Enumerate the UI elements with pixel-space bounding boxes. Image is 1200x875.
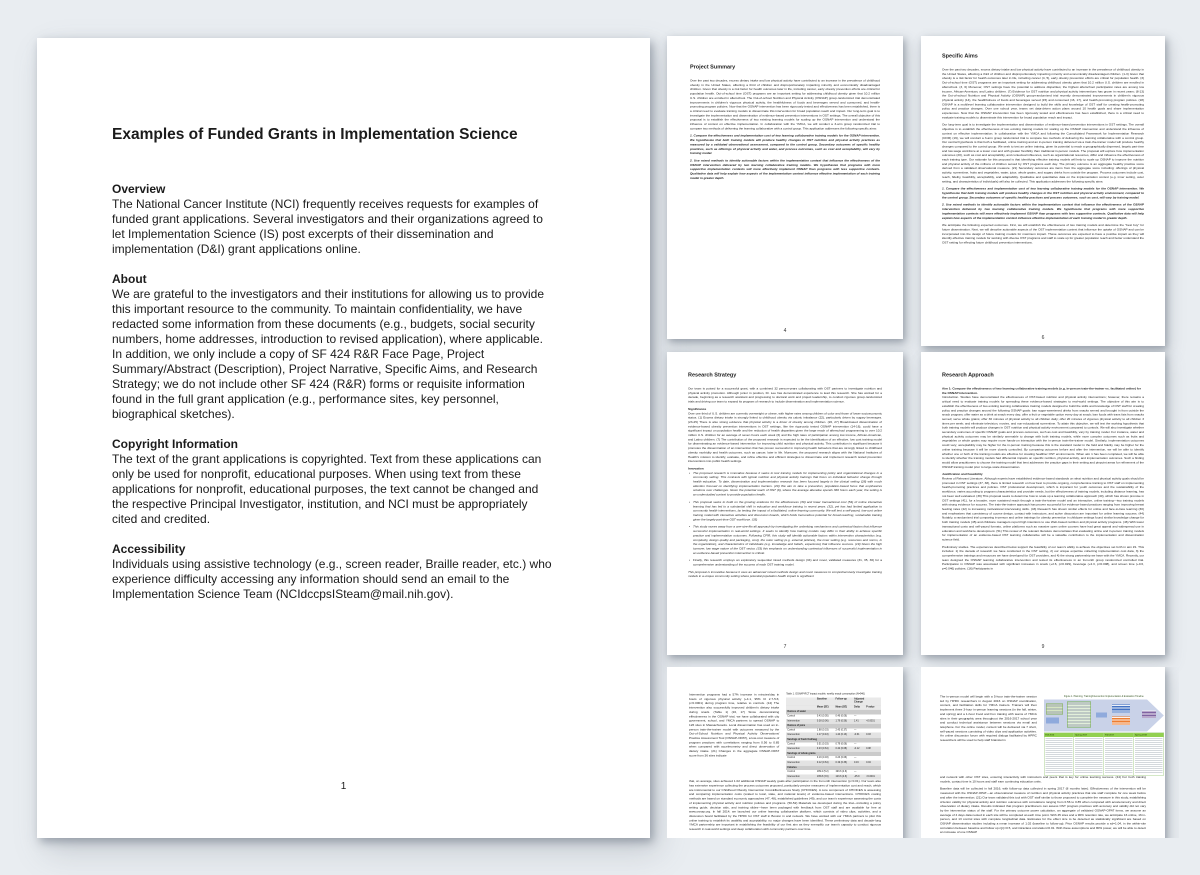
thumbnail-page-research-strategy[interactable] (667, 352, 903, 655)
section-overview (112, 182, 552, 257)
section-accessibility (112, 542, 552, 602)
bullet-item: • Finally, this research employs an exploratory sequential mixed methods design (34) and novel, validated measures (31, 35, 36) for a comprehensive understanding of the success of each OST training model. (688, 559, 882, 568)
figure-box-blue (1112, 705, 1130, 714)
page-number: 1 (340, 781, 347, 792)
thumbnail-page-project-summary[interactable] (667, 36, 903, 339)
paragraph: Over the past two decades, excess dietary intake and low physical activity have contributed to an increase in the prevalence of childhood obesity in the United States, affecting a third of children and disproportionately impacting minority and economically disadvantaged children. Given that obesity is a risk factor for health outcomes later in life, including cancer, early obesity prevention efforts are critical for population health. Out-of-school time (OST) programs are an important setting for addressing childhood obesity given that 10.2 million U.S. children are enrolled in afterschool. The Out-of-school Nutrition and Physical Activity (OSNAP) group-randomized trial demonstrated improvements in children's vigorous physical activity, the healthfulness of foods and beverages served and consumed, and health- promoting program policies. Now that the OSNAP intervention has been rigorously tested and effectiveness has been established, there is a critical need to evaluate training models to disseminate this intervention for broad population reach and impact. Our long-term goal is to investigate the implementation and dissemination of evidence-based prevention interventions in OST settings. The overall objective of this proposal is to establish the effectiveness of two existing learning models for scaling up the OSNAP intervention and understand the influence of context on effective implementation. In collaboration with the YMCA, we will conduct a 3-arm group randomized trial to compare two methods of delivering the learning collaborative with a control group. This application addresses the following specific aims: (690, 79, 880, 131)
aim-1: 1. Compare the effectiveness and implementation cost of two learning collaborative training models for the OSNAP intervention. We hypothesize that both training models will produce healthy changes in the OST nutrition and physical activity environment, compared to the control group. Secondary outcomes of specific healthy practices and process outcomes, such as cost, will vary by training model. (942, 187, 1144, 200)
subheading-innovation: Innovation (688, 466, 704, 471)
timeline-column-text (1045, 738, 1072, 774)
aim-2: 2. Use mixed methods to identify actionable factors within the implementation context that influence the effectiveness of the OSNAP intervention delivered by two learning collaborative training models. We hypothesize that programs with more supportive implementation contexts will more effectively implement OSNAP than programs with less supportive contexts. Qualitative data will help explain how aspects of the implementation context influence effective implementation of each training model in greater depth. (942, 203, 1144, 220)
thumb-heading: Specific Aims (942, 53, 978, 59)
thumbnail-clip-region (667, 667, 919, 838)
timeline-column (1044, 733, 1074, 775)
figure-box-blue-small (1046, 718, 1059, 724)
timeline-column-header: Fall 2016 (1044, 733, 1073, 737)
subheading-justification: Justification and Feasibility (942, 472, 983, 477)
timeline-column-text (1105, 738, 1132, 774)
section-heading: Copyright Information (112, 437, 238, 451)
section-about (112, 272, 552, 422)
page-number: 4 (783, 328, 787, 334)
thumbnail-page-specific-aims[interactable] (921, 36, 1165, 346)
thumbnail-page-research-approach[interactable] (921, 352, 1165, 655)
paragraph: Over one third of U.S. children are currently overweight or obese, with higher rates among children of color and those of lower socioeconomic status. (1) Excess dietary intake is strongly linked to childhood obesity via caloric imbalance (22), particularly driven by sugary beverages. (23-25) There is also strong evidence that physical activity is a driver of obesity among children. (26, 27) Broad-based dissemination of evidence-based obesity prevention interventions in OST settings, like the rigorously tested OSNAP intervention (14-16), could have a significant impact on population health and the reduction of health disparities given the large reach of afterschool programming to over 10.2 million U.S. children for an average of seven hours each week (6) and the high rates of participation among low income, African-American, and Latino children. (7) The contribution of the proposed research is expected to be the identification of an effective, low cost training model for disseminating an evidence-based intervention for improving child nutrition and physical activity. This contribution is significant because it promotes the dissemination of an intervention that has proven successful in improving health behaviors that are strongly linked to childhood obesity morbidity and health outcomes, such as cancer, later in life. Moreover, the proposed research aligns with the National Institutes of Health's mission to identify, evaluate, and refine effective and efficient strategies to disseminate and implement research tested prevention interventions into public health settings. (688, 411, 882, 464)
closing-statement: This proposal is innovative because it uses an advanced mixed methods design and novel measures to comprehensively investigate training models in a unique community setting where potential population health impact is significant (688, 570, 882, 579)
main-page-content (112, 126, 552, 617)
left-text-column (689, 693, 779, 780)
section-heading: Accessibility (112, 542, 186, 556)
subheading-significance: Significance (688, 407, 707, 411)
thumb-heading: Research Approach (942, 372, 994, 378)
bullet-item: • This proposal seeks to build on the growing evidence for the effectiveness (30) and lower transactional cost (54) of online interactive learning that has led to a substantial shift in education and workforce training in recent years. (32), yet has had limited application to community health interventions, by testing the impact of a facilitated, online learning community. We will test a self-paced, low-cost online training model with interactive activities and discussion boards, which holds tremendous potential for broad reaching, sustainable training given the largely part-time OST workforce. (33) (688, 500, 882, 522)
timeline-column-text (1135, 738, 1162, 774)
thumb-heading: Project Summary (690, 64, 736, 70)
timeline-column-header: Spring 2017 (1074, 733, 1103, 737)
page-title: Examples of Funded Grants in Implementation Science (112, 126, 518, 143)
paragraph: Over the past two decades, excess dietary intake and low physical activity have contributed to an increase in the prevalence of childhood obesity in the United States, affecting a third of children and disproportionately impacting minority and economically disadvantaged children. (1-3) Given that obesity is a risk factor for health outcomes later in life, including cancer (4, 5), early obesity prevention efforts are critical for population health. (3) Out-of-school time (OST) programs are an important setting for addressing childhood obesity given that 10.2 million U.S. children are enrolled in afterschool. (3, 6) Moreover, OST settings have the potential to address disparities; the highest afterschool participation rates are among low income, African-American, and Latino children. (7) Evidence for OST nutrition and physical activity interventions has grown in recent years; (8-13) the Out-of-school Nutrition and Physical Activity (OSNAP) group-randomized trial recently demonstrated improvements in children's vigorous physical activity (14), the healthfulness of foods and beverages served (15) and consumed (16, 17), and health-promoting program policies. (18) OSNAP is a multilevel learning collaborative intervention designed to build the skills and knowledge of OST staff for creating health-promoting policy and practice changes. Over one school year, teams set data-driven action plans around 10 health goals and share implementation experiences. Now that the OSNAP intervention has been rigorously tested and effectiveness has been established, there is a critical need to evaluate training models to disseminate this intervention for broad population reach and impact. (942, 68, 1144, 120)
aim-2: 2. Use mixed methods to identify actionable factors within the implementation context that influence the effectiveness of the OSNAP intervention delivered by two learning collaborative training models. We hypothesize that programs with more supportive implementation contexts will more effectively implement OSNAP than programs with less supportive contexts. Qualitative data will help explain how aspects of the implementation context influence effective implementation of each training model in greater depth. (690, 158, 880, 180)
figure-caption: Figure 1. Planning, Training/Intervention Implementation & Evaluation Timeline (1063, 695, 1144, 698)
paragraph-preliminary: Preliminary studies. The experiences described below support the feasibility of our team's ability to achieve the objectives set forth in aim #1. This includes: 1) the decade of research we have conducted in the OST setting, 2) our unique expertise collecting implementation cost data, 3) the comprehensive trainings and resources we have developed for OST providers, and 4) the strong partnership we have with the YMCA. Recently, our team designed the OSNAP learning collaborative intervention and tested its effectiveness in an 9-month group randomized controlled trial. Participation in OSNAP was associated with significant increases in snack (+2.6, p=0.029), beverage (+2.3, p=0.008), and screen time (+0.6, p=0.046) policies. (16) Participants in (942, 545, 1144, 571)
timeline-column (1074, 733, 1104, 775)
thumbnail-page-preliminary-data[interactable] (667, 667, 903, 838)
paragraph: Review of Relevant Literature. Although experts have established evidence-based standards on what nutrition and physical activity goals should be promoted in OST settings (37, 38), there is limited research on how best to provide ongoing, comprehensive training to OST staff on implementing health-promoting practices and policies. OST professional development, which is important for youth outcomes and the sustainability of the workforce, varies according to program characteristics and provider needs, but the effectiveness of training models, including distance learning, has not been well evaluated. (39) This proposal seeks to determine how to scale up a learning collaborative approach (40), which has shown promise in OST settings (41), for a broader, more sustained reach through a train-the-trainer model and an interactive, online training—two training models with strong evidence for success. The train-the-trainer approach has proven successful for evidence-based practices ranging from improving breast feeding rates (42) to increasing motivational interviewing skills. (43) Research has shown similar effects for online and face-to-face learning (30) and emphasizes that consistency of course design, contact with instructors, and active discussion are important for online learning success. (44) Notably, a randomized trial comparing in-person and online trainings for obesity prevention in childcare settings found similar knowledge change for both training models (45) and childcare managers report high intentions to use Web-based nutrition and physical activity programs. (46) With lower transactional costs and self-paced formats, online platforms such as massive open online courses have had great appeal and widespread use in education and workforce development. (51) This review of the relevant literature demonstrates that evaluating online and in-person training models for implementation of an evidence-based OST learning collaborative will be a valuable contribution to the implementation and dissemination science field. (942, 477, 1144, 542)
page-number: 9 (1041, 644, 1045, 650)
thumbnail-page-timeline[interactable] (921, 667, 1165, 838)
paragraph: Introduction. Studies have demonstrated the effectiveness of OST-based nutrition and physical activity interventions; however, there remains a critical need to evaluate training models for spreading these evidence-based strategies to real-world settings. The objective of this aim is to establish the effectiveness of two existing learning collaborative training models designed to build the skills and knowledge of OST staff for creating policy and practice changes around the following OSNAP goals: ban sugar-sweetened drinks from snacks served and brought in from outside the snack program; offer water as a drink at snack every day; offer a fruit or vegetable option every day at snack; ban foods with trans fats from snacks served; serve whole grains; offer 30 minutes of physical activity to all children daily; offer 20 minutes of vigorous physical activity to all children 3 times per week; and eliminate television, movies, and non-educational screentime. To attain this objective, we will test the working hypothesis that both training models will produce changes in OST nutrition and physical activity environment compared to controls. We will also investigate whether secondary outcomes of specific OSNAP goals and process outcomes, such as cost and feasibility, vary by training model. For instance, water and physical activity outcomes may be similarly amenable to change with both training models, while more complex outcomes such as fruits and vegetables or whole grains may require more hands-on interaction with the in-person train-the-trainer model. Similarly, implementation outcomes could vary; acceptability may be higher for the in-person training because this is the standard model in the field and fidelity may be higher for the online training because it will be more closely controlled. By comparing outcomes before and after the intervention, we will be able to identify whether one or both of the training models are effective for creating healthier OST environments. When aim 1 has been completed, we will be able to identify whether the training models had differential impacts on specific nutrition, physical activity, and implementation outcomes. Such a finding would allow practitioners to choose the training model that best addresses the practice gaps in their setting and pinpoint areas for refinement of the OSNAP training model prior to large-scale dissemination. (942, 395, 1144, 469)
paragraph: Intervention programs had a 57% increase in minutes/day in bouts of vigorous physical activity (+4.1, 95% CI 2.7-5.6; p<0.0001) during program time, relative to controls. (14) The intervention also successfully improved children's dietary intake during snack. (Table 1) (16, 17) Since demonstrating effectiveness in the OSNAP trial, we have collaborated with city government, school, and YMCA partners to spread OSNAP to 126 sites in Massachusetts. Local dissemination has used an in-person train-the-trainer model with outcomes measured by the Out-of-School Nutrition and Physical Activity Observations/ Practice Assessment Tool (OSNAP-OPAT), a low-cost measure of program practices with correlations ranging from 0.56 to 0.85 when compared with accelerometry and direct observation of dietary intake. (21) Changes in the aggregate OSNAP-OPAT score from 36 sites indicate (689, 693, 780, 758)
timeline-column-header: Spring 2018 (1134, 733, 1163, 737)
thumb-body (688, 387, 882, 579)
paragraph: Our long-term goal is to investigate the implementation and dissemination of evidence-based prevention interventions in OST settings. The overall objective is to establish the effectiveness of two existing training models for scaling up the OSNAP intervention and understand the influence of context on effective implementation. In collaboration with the YMCA and following the Consolidated Framework for Implementation Research (CFIR) (19), we will conduct a 3-arm group randomized trial to compare two methods of delivering the learning collaborative with a control group. Our central hypothesis is that both a facilitated, online training and an in-person training delivered via a train-the-trainer model will produce healthy changes compared to the control group. We seek to test an online training, given its potential to reach a geographically dispersed, largely part-time and low-wage workforce at a lower cost and with greater flexibility than traditional in-person models. The proposal will explore how implementation outcomes (20), such as cost and acceptability, and contextual influences, such as organizational resources, differ and influence the effectiveness of each training type. Our rationale for this proposal is that identifying effective training models will help to scale up OSNAP to improve the nutrition and physical activity of the millions of children served by OST programs each day. The primary outcome is an aggregate healthy practice score derived from a validated observational measure. (21) Secondary outcomes are items from the aggregate score including: offerings of physical activity, screentime, fruits and vegetables, water, juice, whole grains, and sugary drinks from outside the program. Process outcomes include cost, reach, fidelity, feasibility, acceptability, and adaptability. Qualitative and quantitative data on the implementation context (e.g. inner setting, outer setting, and characteristics of individuals) will also be collected. This application addresses the following specific aims: (942, 123, 1144, 184)
section-body: The text of the grant applications is copyrighted. Text from these applications can only be used for nonprofit, educational purposes. When using text from these applications for nonprofit, educational purposes, the text cannot be changed and the respective Principal Investigator, institution, and NCI must be appropriately cited and credited. (112, 452, 542, 526)
aim-statement: Aim 1: Compare the effectiveness of two learning collaborative training models (e.g. in-person train-the-trainer vs. facilitated online) for the OSNAP intervention. (942, 387, 1141, 395)
paragraph: and network with other OST sites, ensuring interactivity with instructors and peers that is key for online learning success. (44) For both training models, contact time is 10 hours and staff earn continuing education units. (940, 775, 1146, 784)
snack-consumption-table: Table 1. OSNAP-RCT impact models: weekly snack consumption (N=946) Baseline Follow-up Adjusted Change Mean (SE) Mean (SE) Delta P value Ounces of water Control 0.43 (0.05) 0.46 (0.06) — Intervention 0.38 (0.06) 1.79 (0.56) 1.41 <0.0001 Ounces of juice Control 1.88 (0.33) 2.43 (0.37) — Intervention 1.17 (0.43) 1.44 (0.13) -0.61 0.03 Servings of fresh fruit/veg Control 0.51 (0.33) 0.79 (0.06) — Intervention 0.23 (0.64) 0.42 (0.08) -0.12 0.08 Servings of whole grains Control 0.19 (0.03) 0.23 (0.06) — Intervention 0.12 (0.64) 0.19 (0.36) 0.16 0.04 Calories Control 189.2 (5.2) 193.6 (4.6) — Intervention 195.8 (3.6) 123.6 (4.6) -45.9 <0.0001 (786, 693, 881, 780)
thumb-body (942, 387, 1144, 571)
thumbnail-clip-region (921, 667, 1179, 838)
page-number: 6 (1041, 335, 1045, 341)
paragraph: that, on average, sites achieved 1.02 additional OSNAP weekly goals after participation in the 9-month intervention (p<0.01). Our team also has extensive experience collecting the process outcomes proposed, particularly precise measures of implementation cost and reach, which are instrumental to our Childhood Obesity Intervention Cost-Effectiveness Study (CHOICES). A core component of CHOICES is assessing and comparing implementation costs (scaled to local, state, and national levels) of evidence-based interventions. CHOICES costing methods are based on standard economic approaches (47, 48), established guidelines (49), and our team's experience assessing the costs of implementing physical activity and nutrition policies and programs. (50-52) Materials we developed during the trial—including a policy writing guide, decision aids, and training slides—have been packaged with feedback from OST staff and are available for free at www.osnap.org. In fall 2014, we launched our online learning collaborative platform, which consists of video clips, activities, and a discussion board facilitated by the HPRC for OST staff in Boston in and network. We have worked with our YMCA partners to pilot this online training to establish its usability and acceptability; no major changes have been identified. These preliminary data and decade-long YMCA partnership are important in establishing the feasibility of our first aim as they exemplify our team's capacity to conduct rigorous research in real-world settings and deep collaboration with community partners over time. (689, 779, 881, 832)
left-text-column (940, 695, 1037, 776)
timeline-table (1044, 733, 1164, 776)
figure-box-orange (1112, 717, 1130, 726)
thumb-body (690, 79, 880, 181)
thumb-body (942, 68, 1144, 245)
paragraph: Baseline data will be collected in fall 2016, with follow-up data collected in spring 2017 (8 months later). Effectiveness of the intervention will be measured with the OSNAP-OPAT—an observational measure of nutrition and physical activity practices that site staff complete for one week before and after the intervention. (21) Our team validated this tool with OST staff similar to those proposed to complete the measure in this study, establishing criterion validity for physical activity and nutrition outcomes with correlations ranging from 0.56 to 0.85 when compared with accelerometry and direct observation of dietary intake. Results indicated that program practitioners can assess OST program practices with accuracy and validity did not vary by the intervention status of the staff. For the primary outcome power calculation, an aggregate of validated OSNAP-OPAT items, we assume an average of 4 days data nested in each site will be completed at each time point. With 45 sites and a 90% retention rate, we anticipate 16 online, 16 in-person, and 13 control sites with complete longitudinal data. Estimates for the effect size to be detected as statistically significant are based on OSNAP dissemination studies including a mean increase of 1.02 (baseline to follow-up). Prior OSNAP results provide a sd=1.04, in the within-site correlation between baseline and follow up r(p)=0.5, and intraclass correlation=0.01. With these assumptions and 80% power, we will be able to detect an increase of one OSNAP (940, 787, 1146, 835)
figure-box-green-small (1046, 704, 1063, 715)
paragraph: The in-person model will begin with a 5-hour train-the-trainer session led by HPRC researchers in August 2016 on OSNAP coordination, content, and facilitation skills for YMCA trainers. Trainers will then implement three 3-hour in-person learning sessions (in the fall, winter, and spring) and a 1-hour Food and Fun training with teams of YMCA sites in their geographic area throughout the 2016-2017 school year and conduct technical assistance between sessions via email and telephone. For the online model, content will be delivered via 7 short, self-paced sessions consisting of video clips and application activities. An online discussion forum with required dialogs facilitated by HPRC researchers will be used to help staff brainstorm (940, 695, 1037, 743)
page-number: 7 (783, 644, 787, 650)
section-heading: About (112, 272, 147, 286)
aim-1: 1. Compare the effectiveness and implementation cost of two learning collaborative training models for the OSNAP intervention. We hypothesize that both training models will produce healthy changes in OST nutrition and physical activity practices as measured by a validated observational assessment, compared to the control group. Secondary outcomes of specific healthy practices, such as offerings of physical activity and water, and process outcomes, such as cost and acceptability, will vary by training model. (690, 134, 880, 156)
section-copyright (112, 437, 552, 527)
timeline-column (1104, 733, 1134, 775)
section-heading: Overview (112, 182, 166, 196)
figure-box-purple (1142, 711, 1156, 719)
timeline-figure (1044, 695, 1164, 776)
paragraph: We anticipate the following expected outcomes. First, we will establish the effectiveness of two training models and determine the "best buy" for future dissemination. Next, we will describe actionable aspects of the OST implementation context that influence the uptake of OSNAP and can be incorporated into the design of future training models for maximum impact. These outcomes are expected to have a positive impact as they will identify effective training models for working with diverse OST programs and staff to scale up for greater population reach and better understand the OST setting for effecting future childhood prevention interventions. (942, 223, 1144, 245)
section-body: We are grateful to the investigators and their institutions for allowing us to provide this important resource to the community. To maintain confidentiality, we have redacted some information from these documents (e.g., budgets, social security numbers, home addresses, introduction to revised application), where applicable. In addition, we only include a copy of SF 424 R&R Face Page, Project Summary/Abstract (Description), Project Narrative, Specific Aims, and Research Strategy; we do not include other SF 424 (R&R) forms or requisite information found in the full grant application (e.g., performance sites, key personnel, biographical sketches). (112, 287, 545, 421)
main-document-page (37, 38, 650, 838)
bullet-item: • This study moves away from a one-size-fits-all approach by investigating the underlying mechanisms and contextual factors that influence successful implementation in real-world settings. It seeks to identify how training models may differ in their ability to achieve specific practice and implementation outcomes. Following CFIR, this study will identify actionable factors within intervention characteristics (e.g. complexity, design quality and packaging, cost), the outer setting (e.g. external policies), the inner setting (e.g. resources and norms, in the organization), and characteristics of individuals (e.g. knowledge and beliefs, experience) that influence success. (19) Given the high turnover, low wage nature of the OST sector, (33) this emphasis on understanding contextual influences of successful implementation in an evidence-based prevention intervention is critical. (688, 525, 882, 555)
timeline-column (1134, 733, 1163, 775)
timeline-arrow-graphic (1044, 700, 1164, 732)
bullet-item: • The proposed research is innovative because it seeks to test training models for implementing policy and organizational changes in a community setting. This contrasts with typical nutrition and physical activity trainings that focus on individual behavior change through health education. To date, dissemination and implementation research has been focused largely in the clinical setting (28) with much attention focused on identifying implementation barriers. (29) We aim to take a prevention, population-based focus that emphasizes solutions over challenges. Given the potential reach of OST (6), where the average attendee spends 360 hours each year, the setting is an understudied context to provide population health. (688, 471, 882, 497)
timeline-column-text (1075, 738, 1102, 774)
figure-box-green-large (1067, 702, 1091, 728)
figure-box-blue-mid (1096, 713, 1107, 718)
paragraph: Our team is poised for a successful grant, with a combined 32 person-years collaborating with OST partners to investigate nutrition and physical activity promotion. Although junior in position, Dr. Lee has demonstrated experience to lead this research. She has worked for a decade, beginning as a research assistant and progressing to doctoral work and project leadership, to conduct rigorous group-randomized trials and driving our team to expand its program of research to include dissemination and implementation science. (688, 387, 882, 404)
section-body: The National Cancer Institute (NCI) frequently receives requests for examples of funded grant applications. Several investigators and their organizations agreed to let Implementation Science (IS) post excerpts of their dissemination and implementation (D&I) grant applications online. (112, 197, 543, 256)
section-body: Individuals using assistive technology (e.g., screen reader, Braille reader, etc.) who experience difficulty accessing any information should send an email to the Implementation Science Team (NCIdccpsISteam@mail.nih.gov). (112, 557, 552, 601)
thumb-heading: Research Strategy (688, 372, 737, 378)
timeline-column-header: Fall 2017 (1104, 733, 1133, 737)
